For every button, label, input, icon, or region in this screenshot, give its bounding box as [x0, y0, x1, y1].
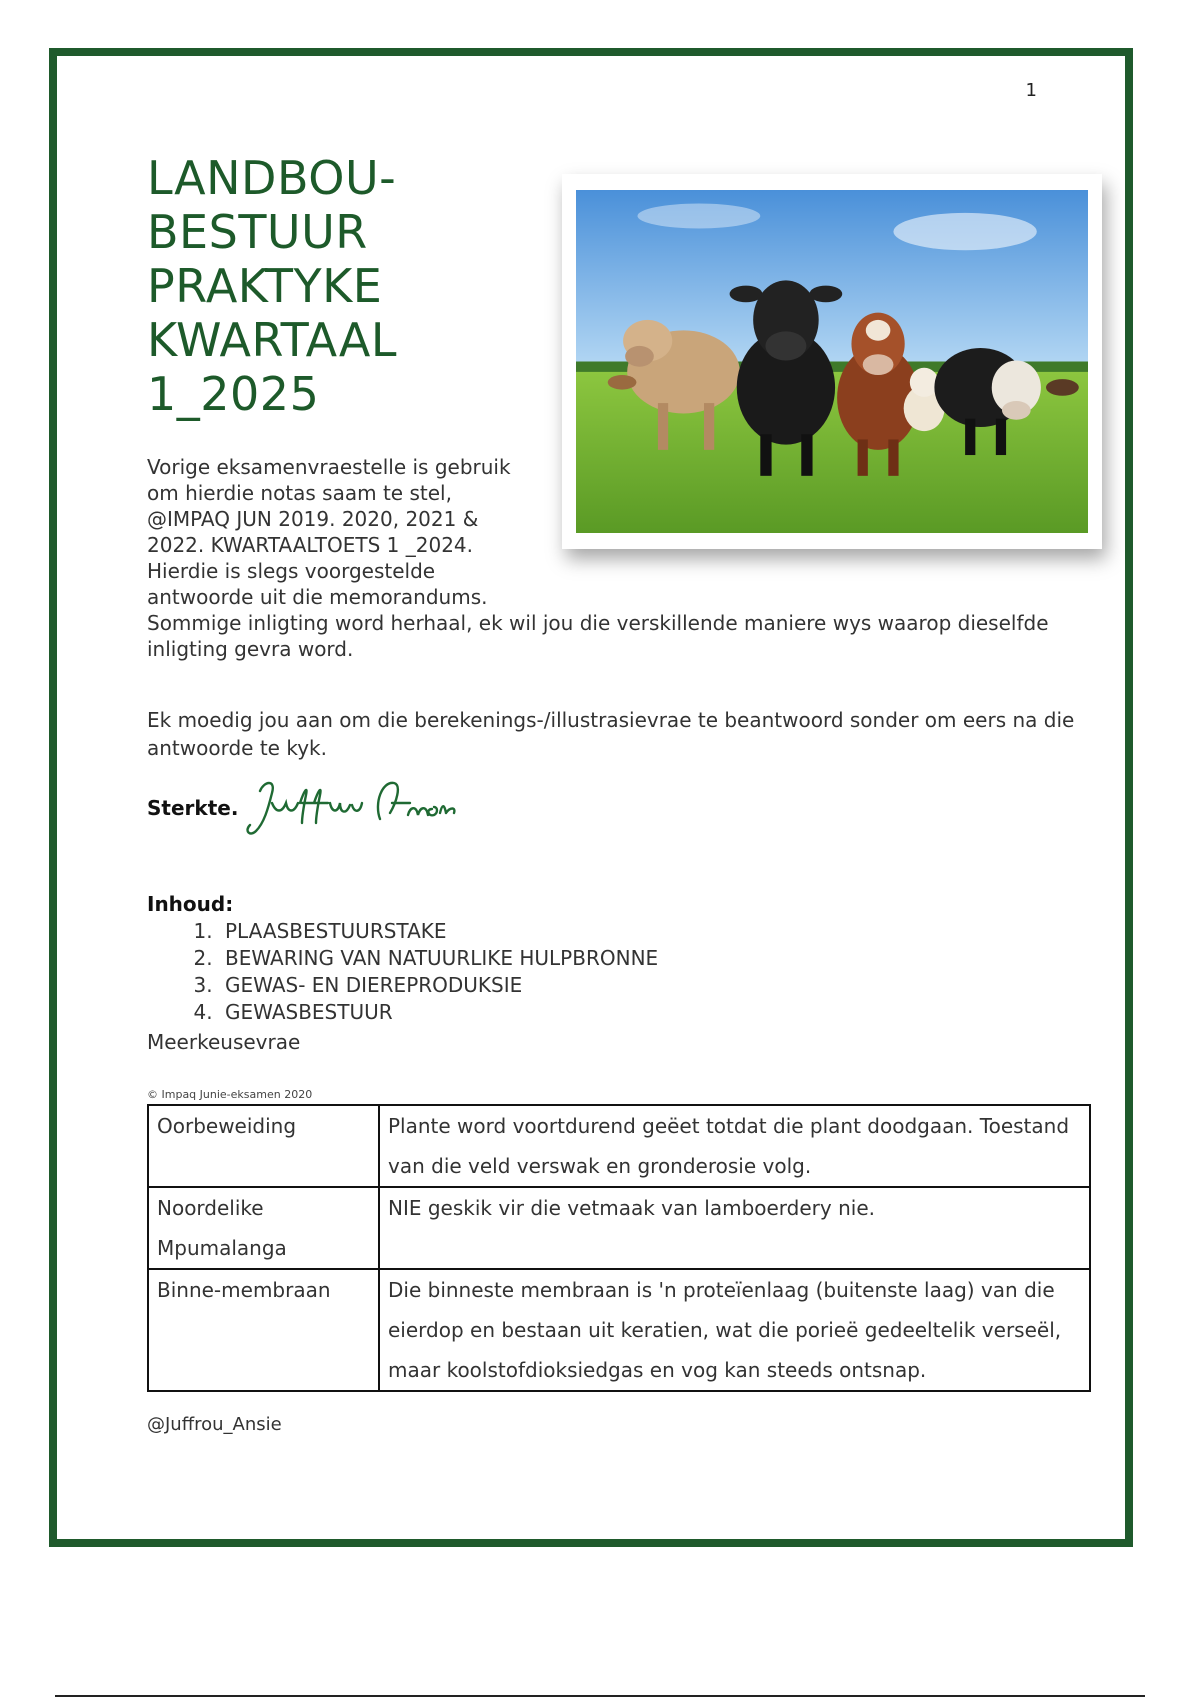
toc-heading: Inhoud:: [147, 892, 234, 916]
signature-icon: [242, 773, 462, 843]
table-cell-definition: Plante word voortdurend geëet totdat die plant doodgaan. Toestand van die veld verswak en gronderosie volg.: [379, 1105, 1090, 1187]
table-cell-definition: Die binneste membraan is 'n proteïenlaag (buitenste laag) van die eierdop en bestaan uit keratien, wat die porieë gedeeltelik verseël, maar koolstofdioksiedgas en vog kan steeds ontsnap.: [379, 1269, 1090, 1391]
table-cell-term: Noordelike Mpumalanga: [148, 1187, 379, 1269]
toc-item: 4. GEWASBESTUUR: [219, 999, 947, 1026]
table-cell-term: Binne-membraan: [148, 1269, 379, 1391]
title-line: BESTUUR: [147, 205, 368, 259]
toc-item: 3. GEWAS- EN DIEREPRODUKSIE: [219, 972, 947, 999]
bottom-divider: [55, 1695, 1145, 1697]
page-frame: [49, 48, 1133, 1547]
toc-list: [147, 918, 947, 1026]
title-line: KWARTAAL 1_2025: [147, 313, 397, 421]
title-line: LANDBOU-: [147, 151, 397, 205]
mcq-label: Meerkeusevrae: [147, 1030, 301, 1054]
intro-paragraph-continued: Sommige inligting word herhaal, ek wil jou die verskillende maniere wys waarop dieselfde inligting gevra word.: [147, 611, 1049, 661]
table-of-contents: [147, 891, 947, 1026]
sign-off-text: Sterkte.: [147, 796, 239, 820]
table-cell-definition: NIE geskik vir die vetmaak van lamboerdery nie.: [379, 1187, 1090, 1269]
table-cell-term: Oorbeweiding: [148, 1105, 379, 1187]
table-row: [148, 1269, 1090, 1391]
intro-text: [147, 454, 1097, 662]
title-line: PRAKTYKE: [147, 259, 383, 313]
sign-off-row: [147, 768, 462, 848]
footer-handle: @Juffrou_Ansie: [147, 1414, 282, 1435]
intro-paragraph: Vorige eksamenvraestelle is gebruik om hierdie notas saam te stel, @IMPAQ JUN 2019. 2020, 2021 & 2022. KWARTAALTOETS 1 _2024. Hierdie is slegs voorgestelde antwoorde uit die memorandums.: [147, 455, 511, 609]
encouragement-paragraph: Ek moedig jou aan om die berekenings-/illustrasievrae te beantwoord sonder om eers na die antwoorde te kyk.: [147, 708, 1075, 760]
toc-item: 1. PLAASBESTUURSTAKE: [219, 918, 947, 945]
table-row: [148, 1105, 1090, 1187]
toc-item: 2. BEWARING VAN NATUURLIKE HULPBRONNE: [219, 945, 947, 972]
source-note: © Impaq Junie-eksamen 2020: [147, 1088, 313, 1101]
table-row: [148, 1187, 1090, 1269]
document-title: [147, 151, 577, 421]
definitions-table: [147, 1104, 1091, 1392]
page-number: 1: [1025, 80, 1037, 101]
